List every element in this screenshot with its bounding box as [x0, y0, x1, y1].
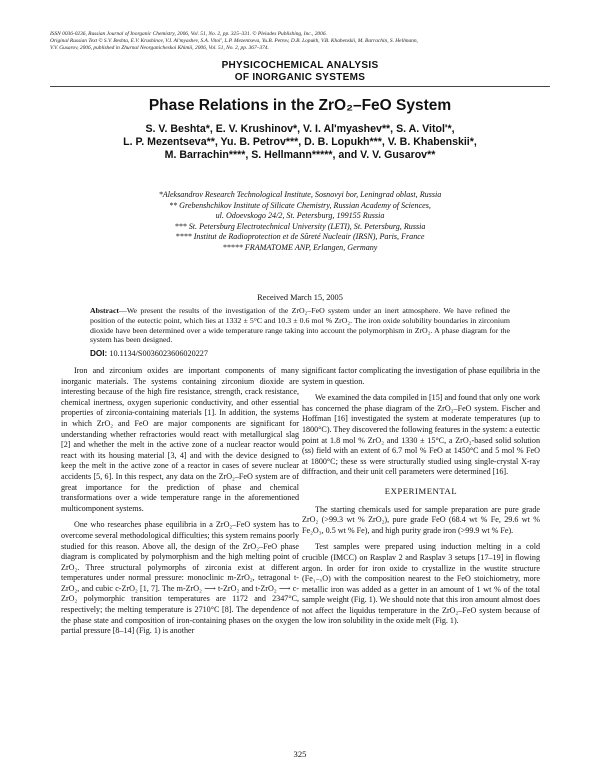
author-line: L. P. Mezentseva**, Yu. B. Petrov***, D. B. Lopukh***, V. B. Khabenskii*,	[123, 136, 477, 149]
paragraph: Test samples were prepared using induction melting in a cold crucible (IMCC) on Rasplav 2 and Rasplav 3 setups [17–19] in flowing argon. In order for iron oxide to crystallize in the wustite structure (Fe₁₋ₓO) with the composition nearest to the FeO stoichiometry, more metallic iron was added as a getter in an amount of 1 wt % of the total sample weight (Fig. 1). We should note that this iron amount almost does not affect the liquidus temperature in the ZrO₂–FeO system because of the low iron solubility in the oxide melt (Fig. 1).	[302, 542, 540, 626]
doi-link[interactable]: 10.1134/S0036023606020227	[109, 349, 208, 358]
paragraph: significant factor complicating the investigation of phase equilibria in the system in question.	[302, 366, 540, 386]
section-experimental-heading: EXPERIMENTAL	[384, 485, 458, 496]
author-line: M. Barrachin****, S. Hellmann*****, and V. V. Gusarov**	[164, 149, 436, 162]
paragraph: The starting chemicals used for sample preparation are pure grade ZrO₂ (>99.3 wt % ZrO₂), pure grade FeO (68.4 wt % Fe, 29.6 wt % Fe₂O₃, 0.5 wt % Fe), and high purity grade iron (>99.9 wt % Fe).	[302, 504, 540, 535]
paragraph: We examined the data compiled in [15] and found that only one work has concerned the phase diagram of the ZrO₂–FeO system. Fischer and Hoffman [16] investigated the system at moderate temperatures (up to 1800°C). They discovered the following features in the system: a eutectic point at 1.8 mol % ZrO₂ and 1330 ± 15°C, a ZrO₂-based solid solution (ss) field with an extent of 6.7 mol % FeO at 1450°C and 5 mol % FeO at 1800°C; these ss were structurally studied using single-crystal X-ray diffraction, and their unit cell parameters were determined [16].	[302, 393, 541, 477]
affiliation: **** Institut de Radioprotection et de Sûreté Nucleair (IRSN), Paris, France	[175, 232, 425, 242]
author-line: S. V. Beshta*, E. V. Krushinov*, V. I. Al'myashev**, S. A. Vitol'*,	[145, 123, 455, 135]
affiliation: ***** FRAMATOME ANP, Erlangen, Germany	[222, 242, 378, 252]
right-column	[302, 366, 540, 633]
doi-label: DOI:	[90, 349, 108, 358]
header-line: V.V. Gusarov, 2006, published in Zhurnal Neorganicheskoi Khimii, 2006, Vol. 51, No. 2, pp. 367–374.	[50, 45, 269, 52]
header-line: Original Russian Text © S.V. Beshta, E.V. Krushinov, V.I. Al'myashev, S.A. Vitol', L.P. Mezentseva, Yu.B. Petrov, D.B. Lopukh, V.B. Khabenskii, M. Barrachin, S. Hellmann,	[50, 38, 418, 45]
article-title: Phase Relations in the ZrO₂–FeO System	[148, 97, 452, 114]
journal-header	[50, 31, 560, 53]
affiliation: *Aleksandrov Research Technological Institute, Sosnovyi bor, Leningrad oblast, Russia	[158, 190, 442, 199]
section-heading	[0, 60, 600, 84]
received-date: Received March 15, 2005	[257, 293, 343, 302]
divider	[50, 86, 550, 87]
affiliation: ul. Odoevskogo 24/2, St. Petersburg, 199155 Russia	[215, 211, 385, 221]
section-line: PHYSICOCHEMICAL ANALYSIS	[221, 60, 379, 71]
left-column	[61, 366, 299, 643]
page-number: 325	[293, 749, 307, 759]
abstract-text: —We present the results of the investigation of the ZrO₂–FeO system under an inert atmosphere. We have refined the position of the eutectic point, which lies at 1332 ± 5°C and 10.3 ± 0.6 mol % ZrO₂. The iron oxide solubility boundaries in zirconium dioxide have been determined over a wide temperature range taking into account the polymorphism in ZrO₂. A phase diagram for the system has been designed.	[90, 306, 510, 345]
paragraph: Iron and zirconium oxides are important components of many inorganic materials. The systems containing zirconium dioxide are interesting because of the high fire resistance, strength, crack resistance, chemical inertness, oxygen superionic conductivity, and other essential properties of zirconia-containing materials [1]. In addition, the systems in which ZrO₂ and FeO are major components are significant for understanding whether refractories would react with metallurgical slag [2] and whether the melt in the active zone of a nuclear reactor would react with its housing material [3, 4] and with the device designed to keep the melt in the active zone of a reactor in cases of severe nuclear accidents [5, 6]. In this respect, any data on the ZrO₂–FeO system are of great importance for the prediction of phase and chemical transformations over a wide temperature range in the aforementioned multicomponent systems.	[61, 366, 299, 513]
abstract	[90, 306, 510, 345]
author-list	[60, 123, 540, 163]
doi	[90, 349, 208, 358]
header-line: ISSN 0036-0236, Russian Journal of Inorganic Chemistry, 2006, Vol. 51, No. 2, pp. 325–331. © Pleiades Publishing, Inc., 2006.	[50, 31, 327, 37]
affiliations	[60, 190, 540, 254]
affiliation: *** St. Petersburg Electrotechnical University (LETI), St. Petersburg, Russia	[174, 221, 426, 231]
abstract-label: Abstract	[90, 306, 120, 315]
section-line: OF INORGANIC SYSTEMS	[234, 72, 366, 83]
affiliation: ** Grebenshchikov Institute of Silicate Chemistry, Russian Academy of Sciences,	[169, 200, 431, 210]
paragraph: One who researches phase equilibria in a ZrO₂–FeO system has to overcome several methodological difficulties; this system remains poorly studied for this reason. Above all, the design of the ZrO₂–FeO phase diagram is complicated by polymorphism and the high melting point of ZrO₂. Three structural polymorphs of zirconia exist at different temperatures under normal pressure: monoclinic m-ZrO₂, tetragonal t-ZrO₂, and cubic c-ZrO₂ [1, 7]. The m-ZrO₂ ⟶ t-ZrO₂ and t-ZrO₂ ⟶ c-ZrO₂ polymorphic transition temperatures are 1172 and 2347°C, respectively; the melting temperature is 2710°C [8]. The dependence of the phase state and composition of iron-containing phases on the oxygen partial pressure [8–14] (Fig. 1) is another	[61, 520, 299, 636]
